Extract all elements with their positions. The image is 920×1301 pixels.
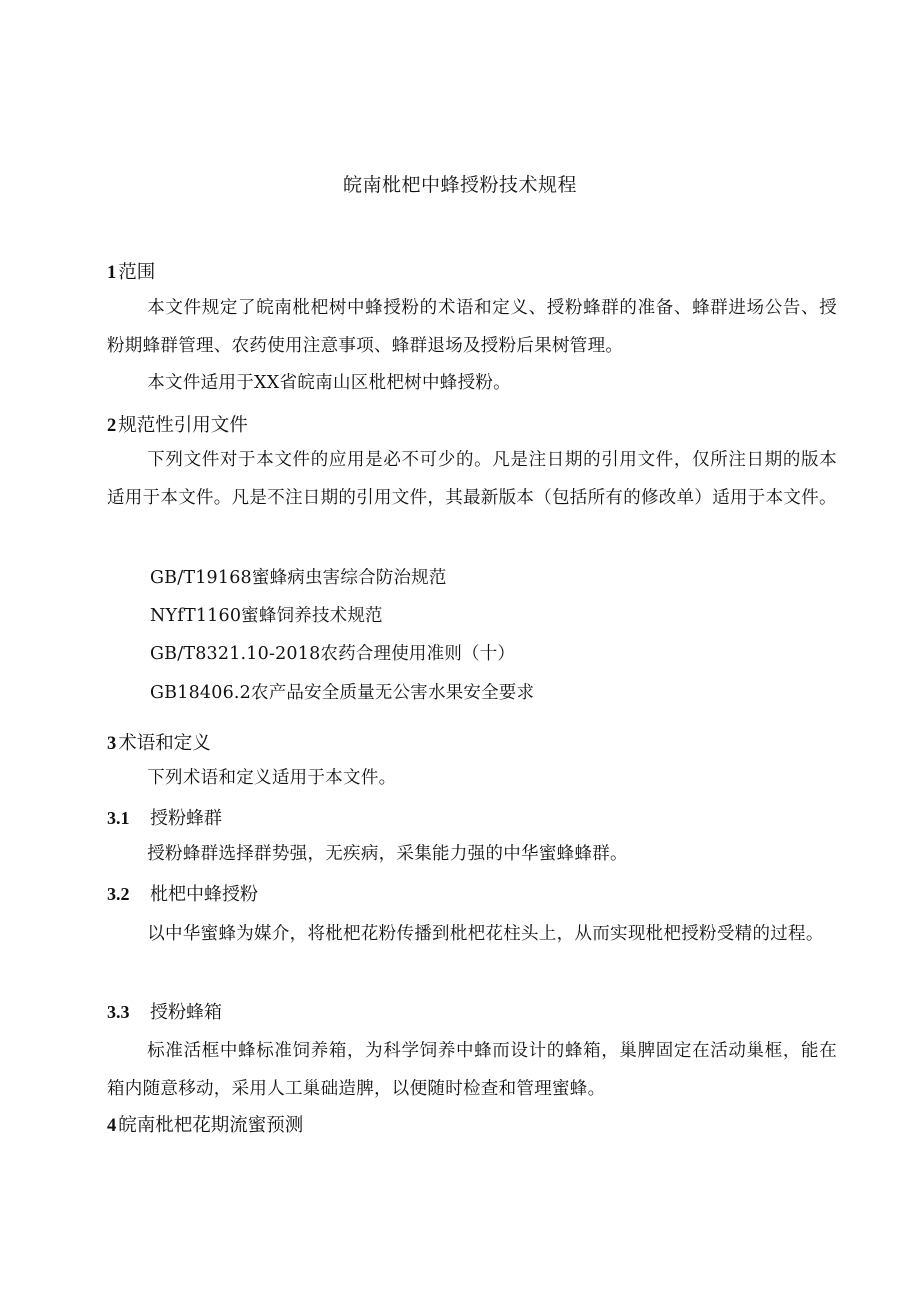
section-title: 规范性引用文件 bbox=[118, 415, 248, 436]
section-3-heading bbox=[107, 729, 211, 755]
section-1-heading bbox=[107, 258, 155, 284]
document-title: 皖南枇杷中蜂授粉技术规程 bbox=[342, 174, 577, 196]
section-2-paragraph-1: 下列文件对于本文件的应用是必不可少的。凡是注日期的引用文件，仅所注日期的版本适用于本文件。凡是不注日期的引用文件，其最新版本（包括所有的修改单）适用于本文件。 bbox=[107, 450, 837, 508]
subsection-number: 3.1 bbox=[107, 808, 130, 828]
subsection-number: 3.3 bbox=[107, 1002, 130, 1022]
subsection-title: 授粉蜂箱 bbox=[150, 1002, 222, 1023]
section-1-paragraph-1: 本文件规定了皖南枇杷树中蜂授粉的术语和定义、授粉蜂群的准备、蜂群进场公告、授粉期蜂群管理、农药使用注意事项、蜂群退场及授粉后果树管理。 bbox=[107, 298, 837, 356]
subsection-3-2-text: 以中华蜜蜂为媒介，将枇杷花粉传播到枇杷花柱头上，从而实现枇杷授粉受精的过程。 bbox=[147, 924, 824, 944]
section-number: 4 bbox=[107, 1116, 117, 1136]
subsection-3-2-heading bbox=[107, 880, 258, 906]
section-number: 2 bbox=[107, 416, 117, 436]
reference-item: GB18406.2农产品安全质量无公害水果安全要求 bbox=[150, 683, 535, 703]
reference-item: NYfT1160蜜蜂饲养技术规范 bbox=[150, 606, 383, 626]
reference-item: GB/T19168蜜蜂病虫害综合防治规范 bbox=[150, 568, 447, 588]
section-3-paragraph-1: 下列术语和定义适用于本文件。 bbox=[147, 768, 397, 788]
section-number: 1 bbox=[107, 263, 117, 283]
subsection-number: 3.2 bbox=[107, 884, 130, 904]
subsection-3-1-heading bbox=[107, 804, 222, 830]
section-title: 范围 bbox=[118, 262, 156, 283]
subsection-title: 授粉蜂群 bbox=[150, 808, 222, 829]
subsection-title: 枇杷中蜂授粉 bbox=[150, 884, 258, 905]
subsection-3-1-text: 授粉蜂群选择群势强，无疾病，采集能力强的中华蜜蜂蜂群。 bbox=[147, 844, 628, 864]
section-number: 3 bbox=[107, 734, 117, 754]
subsection-3-3-text: 标准活框中蜂标准饲养箱，为科学饲养中蜂而设计的蜂箱，巢脾固定在活动巢框，能在箱内随意移动，采用人工巢础造脾，以便随时检查和管理蜜蜂。 bbox=[107, 1041, 837, 1099]
section-4-heading bbox=[107, 1111, 303, 1137]
section-2-heading bbox=[107, 411, 248, 437]
section-1-paragraph-2: 本文件适用于XX省皖南山区枇杷树中蜂授粉。 bbox=[147, 373, 511, 393]
subsection-3-3-heading bbox=[107, 998, 222, 1024]
section-title: 皖南枇杷花期流蜜预测 bbox=[118, 1115, 304, 1136]
section-title: 术语和定义 bbox=[118, 733, 211, 754]
reference-item: GB/T8321.10-2018农药合理使用准则（十） bbox=[150, 644, 516, 664]
